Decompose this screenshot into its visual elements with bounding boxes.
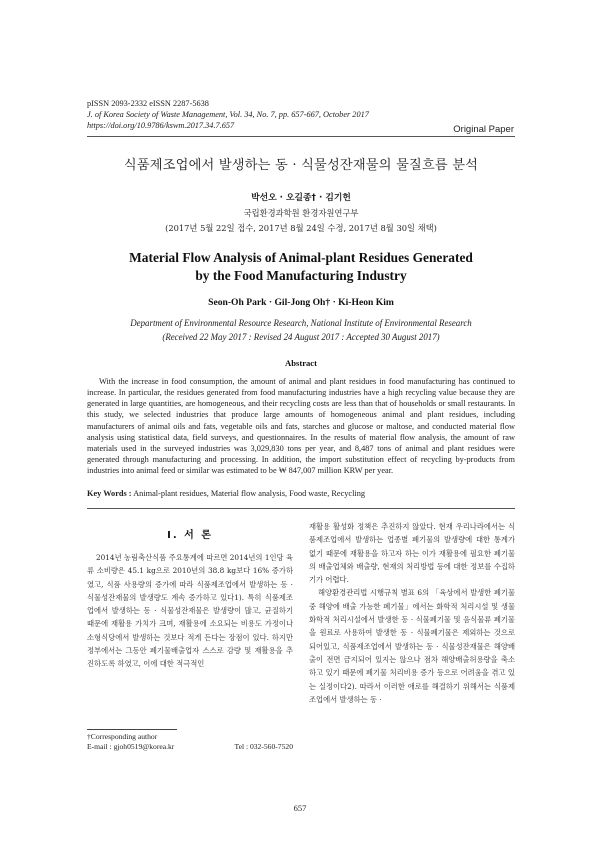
intro-paragraph-2: 해양환경관리법 시행규칙 별표 6의 「육상에서 발생한 폐기물 중 해양에 배출 가능한 폐기물」에서는 화학적 처리시설 및 생물화학적 처리시설에서 발생한 동 · 식물폐기물 및 음식물류 폐기물을 원료로 사용하여 발생한 동 · 식물폐기물은 제외하는 것으로 되어있고, 식품제조업에서 발생하는 동 · 식물성잔재물은 해양배출이 전면 금지되어 있지는 않으나 점차 해양배출허용량을 축소하고 있기 때문에 폐기물 처리비용 증가 등으로 어려움을 겪고 있는 실정이다2). 따라서 이러한 애로를 해결하기 위해서는 식품제조업에서 발생하는 동 · — [309, 588, 515, 704]
title-english-line-2: by the Food Manufacturing Industry — [195, 268, 407, 283]
title-english-line-1: Material Flow Analysis of Animal-plant Residues Generated — [129, 250, 473, 265]
issn-line: pISSN 2093-2332 eISSN 2287-5638 — [87, 99, 209, 108]
journal-citation: J. of Korea Society of Waste Management, Vol. 34, No. 7, pp. 657-667, October 2017 — [87, 110, 369, 119]
footnote-email[interactable]: E-mail : gjoh0519@korea.kr — [87, 742, 175, 751]
abstract-divider — [87, 508, 515, 509]
intro-paragraph-1-continued: 재활용 활성화 정책은 추진하지 않았다. 현재 우리나라에서는 식품제조업에서 발생하는 업종별 폐기물의 발생량에 대한 통계가 없기 때문에 재활용을 하고자 하는 이가 재활용에 필요한 폐기물의 배출업체와 배출량, 현재의 처리방법 등에 대한 정보를 수집하기가 어렵다. — [309, 522, 515, 585]
authors-english: Seon-Oh Park · Gil-Jong Oh† · Ki-Heon Kim — [208, 297, 394, 308]
affiliation-korean: 국립환경과학원 환경자원연구부 — [243, 208, 359, 218]
doi-link[interactable]: https://doi.org/10.9786/kswm.2017.34.7.657 — [87, 121, 235, 130]
keywords-text: Animal-plant residues, Material flow analysis, Food waste, Recycling — [133, 489, 365, 498]
intro-paragraph-1: 2014년 농림축산식품 주요통계에 따르면 2014년의 1인당 육류 소비량은 45.1 kg으로 2010년의 38.8 kg보다 16% 증가하였고, 식품 사용량의 증가에 따라 식품제조업에서 발생하는 동 · 식물성잔재물의 발생량도 계속 증가하고 있다1). 특히 식품제조업에서 발생하는 동 · 식물성잔재물은 발생량이 많고, 균질하기 때문에 재활용 가치가 크며, 재활용에 소요되는 비용도 가정이나 소형식당에서 발생하는 것보다 적게 든다는 장점이 있다. 하지만 정부에서는 그동안 폐기물배출업자 스스로 감량 및 재활용을 추진하도록 하였고, 이에 대한 적극적인 — [87, 553, 293, 669]
affiliation-english: Department of Environmental Resource Research, National Institute of Environmental Research — [130, 318, 472, 328]
corresponding-author-footnote — [87, 732, 293, 752]
right-column — [309, 520, 515, 706]
journal-header — [87, 98, 447, 131]
title-korean: 식품제조업에서 발생하는 동 · 식물성잔재물의 물질흐름 분석 — [123, 158, 479, 173]
footnote-tel: Tel : 032-560-7520 — [234, 742, 293, 751]
section-title-introduction: I. 서 론 — [167, 530, 213, 541]
title-english — [87, 249, 515, 285]
keywords-label: Key Words : — [87, 489, 132, 498]
keywords — [87, 489, 515, 498]
abstract-heading: Abstract — [285, 358, 317, 368]
dates-english: (Received 22 May 2017 : Revised 24 August 2017 : Accepted 30 August 2017) — [162, 332, 440, 342]
paper-type-label: Original Paper — [453, 124, 514, 135]
footnote-divider — [87, 729, 177, 730]
abstract-body: With the increase in food consumption, the amount of animal and plant residues in food manufacturing has continued to increase. In particular, the residues generated from food manufacturing industries have a high recycling value because they are generated in large quantities, are homogeneous, and their recycling costs are less than that of households or small restaurants. In this study, we selected industries that produce large amounts of homogeneous animal and plant residues, including manufacturers of animal oils and fats, vegetable oils and fats, starches and glucose or maltose, and conducted material flow analysis using statistical data, field surveys, and questionnaires. In the results of material flow analysis, the amount of raw materials used in the surveyed industries was 3,029,830 tons per year, and 8,487 tons of animal and plant residues were generated through manufacturing and processing. In addition, the import substitution effect of recycling by-products from industries into animal feed or similar was estimated to be ₩ 847,007 million KRW per year. — [87, 377, 515, 476]
authors-korean: 박선오 · 오길종† · 김기헌 — [251, 193, 351, 203]
page-number: 657 — [293, 803, 307, 813]
footnote-marker: †Corresponding author — [87, 732, 158, 741]
left-column — [87, 520, 293, 671]
dates-korean: (2017년 5월 22일 접수, 2017년 8월 24일 수정, 2017년 8월 30일 채택) — [165, 223, 437, 233]
header-divider — [87, 136, 515, 137]
